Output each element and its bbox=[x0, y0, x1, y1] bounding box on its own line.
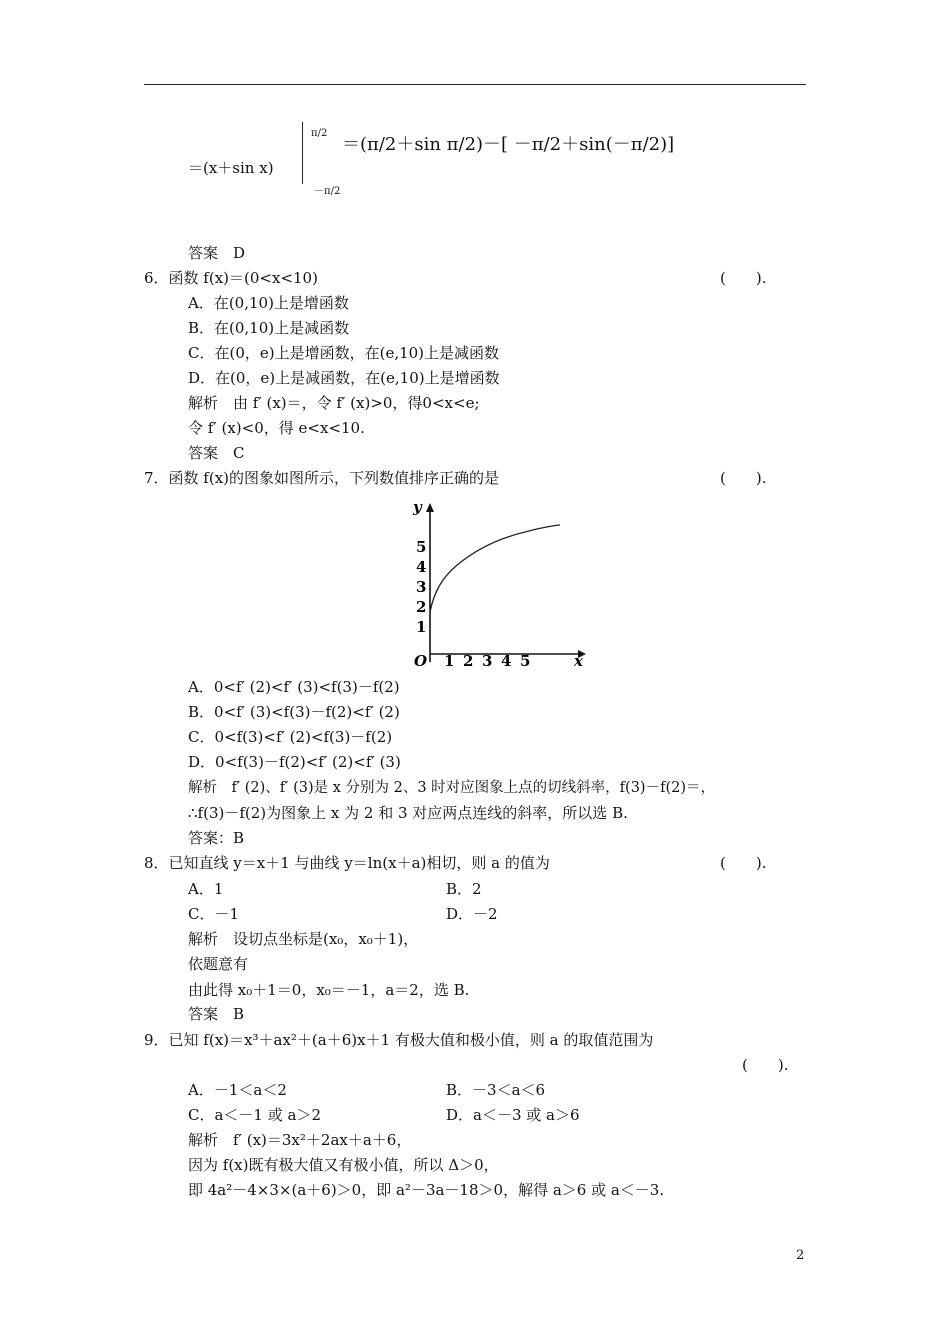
analysis-line: 令 f′ (x)<0，得 e<x<10. bbox=[188, 419, 365, 437]
option-c: C．－1 bbox=[188, 905, 240, 923]
eval-right: ＝(π/2＋sin π/2)－[ －π/2＋sin(－π/2)] bbox=[342, 134, 675, 155]
x-tick-label: 1 bbox=[444, 652, 455, 670]
analysis-line: 即 4a²－4×3×(a＋6)＞0，即 a²－3a－18＞0，解得 a＞6 或 a＜－3. bbox=[188, 1181, 665, 1199]
option-b: B．2 bbox=[446, 880, 482, 898]
answer-line: 答案 C bbox=[188, 444, 245, 462]
answer-blank-7: ( ). bbox=[720, 469, 767, 487]
y-tick-label: 3 bbox=[416, 578, 427, 596]
evaluation-bar bbox=[302, 122, 303, 184]
x-tick-label: 2 bbox=[463, 652, 474, 670]
eval-left: ＝(x＋sin x) bbox=[188, 159, 274, 177]
y-tick-label: 1 bbox=[416, 618, 427, 636]
x-tick-label: 4 bbox=[501, 652, 512, 670]
function-graph bbox=[400, 496, 600, 672]
analysis-line: 由此得 x₀＋1＝0，x₀＝－1，a＝2，选 B. bbox=[188, 981, 470, 999]
option-a: A．－1＜a＜2 bbox=[188, 1081, 287, 1099]
answer-line: 答案 B bbox=[188, 1005, 245, 1023]
y-axis-label: y bbox=[413, 498, 422, 516]
analysis-line: 因为 f(x)既有极大值又有极小值，所以 Δ＞0， bbox=[188, 1156, 499, 1174]
page-number: 2 bbox=[796, 1248, 805, 1263]
y-tick-label: 5 bbox=[416, 538, 427, 556]
answer-blank-8: ( ). bbox=[720, 854, 767, 872]
answer-line: 答案：B bbox=[188, 829, 245, 847]
analysis-line: 解析 设切点坐标是(x₀，x₀＋1)， bbox=[188, 930, 419, 948]
question-8: 8．已知直线 y＝x＋1 与曲线 y＝ln(x＋a)相切，则 a 的值为 bbox=[144, 854, 550, 872]
y-tick-label: 2 bbox=[416, 598, 427, 616]
answer-blank-6: ( ). bbox=[720, 269, 767, 287]
answer-blank-9: ( ). bbox=[742, 1056, 789, 1074]
x-axis-label: x bbox=[574, 652, 583, 670]
option-d: D．在(0，e)上是减函数，在(e,10)上是增函数 bbox=[188, 369, 500, 387]
option-a: A．0<f′ (2)<f′ (3)<f(3)－f(2) bbox=[188, 678, 400, 696]
analysis-line: 解析 f′ (2)、f′ (3)是 x 分别为 2、3 时对应图象上点的切线斜率，f(3)－f(2)＝， bbox=[188, 780, 715, 796]
question-7: 7．函数 f(x)的图象如图所示，下列数值排序正确的是 bbox=[144, 469, 500, 487]
analysis-line: 解析 f′ (x)＝3x²＋2ax＋a＋6， bbox=[188, 1131, 412, 1149]
question-6: 6．函数 f(x)＝(0<x<10) bbox=[144, 269, 318, 287]
x-tick-label: 5 bbox=[520, 652, 531, 670]
upper-limit: π/2 bbox=[311, 128, 328, 139]
option-d: D．－2 bbox=[446, 905, 498, 923]
option-b: B．在(0,10)上是减函数 bbox=[188, 319, 350, 337]
answer-line: 答案 D bbox=[188, 244, 246, 262]
question-9: 9．已知 f(x)＝x³＋ax²＋(a＋6)x＋1 有极大值和极小值，则 a 的取值范围为 bbox=[144, 1031, 654, 1049]
function-curve bbox=[430, 525, 560, 612]
header-rule bbox=[144, 84, 806, 85]
analysis-line: 依题意有 bbox=[188, 955, 249, 973]
option-d: D．a＜－3 或 a＞6 bbox=[446, 1106, 580, 1124]
option-b: B．－3＜a＜6 bbox=[446, 1081, 546, 1099]
option-b: B．0<f′ (3)<f(3)－f(2)<f′ (2) bbox=[188, 703, 400, 721]
option-c: C．a＜－1 或 a＞2 bbox=[188, 1106, 321, 1124]
lower-limit: －π/2 bbox=[314, 186, 341, 197]
origin-label: O bbox=[414, 652, 428, 670]
option-a: A．在(0,10)上是增函数 bbox=[188, 294, 349, 312]
option-c: C．0<f(3)<f′ (2)<f(3)－f(2) bbox=[188, 728, 393, 746]
analysis-line: ∴f(3)－f(2)为图象上 x 为 2 和 3 对应两点连线的斜率，所以选 B. bbox=[188, 804, 628, 822]
x-tick-label: 3 bbox=[482, 652, 493, 670]
option-c: C．在(0，e)上是增函数，在(e,10)上是减函数 bbox=[188, 344, 500, 362]
y-tick-label: 4 bbox=[416, 558, 427, 576]
option-d: D．0<f(3)－f(2)<f′ (2)<f′ (3) bbox=[188, 753, 401, 771]
option-a: A．1 bbox=[188, 880, 224, 898]
analysis-line: 解析 由 f′ (x)＝，令 f′ (x)>0，得0<x<e; bbox=[188, 394, 480, 412]
